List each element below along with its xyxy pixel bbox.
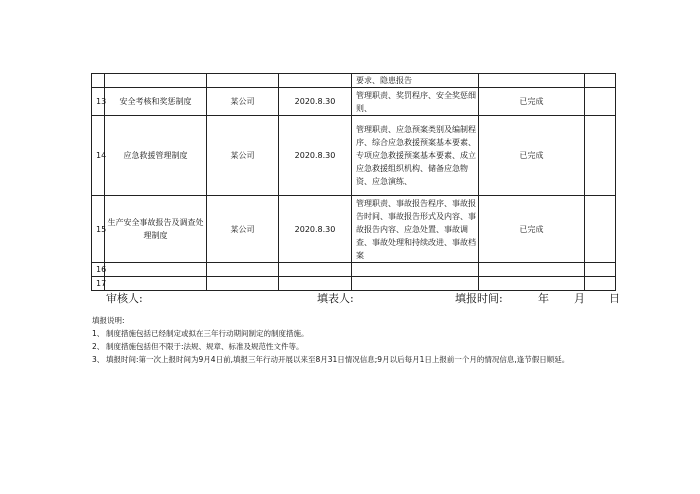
row-number: 13	[92, 88, 105, 116]
measure-content	[352, 277, 479, 291]
reviewer-label: 审核人:	[106, 292, 143, 305]
completion-date: 2020.8.30	[279, 116, 352, 196]
note-number: 2、	[92, 342, 105, 351]
completion-date	[279, 277, 352, 291]
status: 已完成	[479, 196, 585, 263]
row-number: 17	[92, 277, 105, 291]
table-row	[92, 263, 616, 277]
row-number: 16	[92, 263, 105, 277]
fill-time-label: 填报时间:	[455, 292, 503, 305]
status: 已完成	[479, 88, 585, 116]
table-row	[92, 88, 616, 116]
table-row	[92, 196, 616, 263]
note-text: 制度措施包括但不限于:法规、规章、标准及规范性文件等。	[106, 342, 304, 351]
filler-label: 填表人:	[317, 292, 354, 305]
note-item	[92, 353, 622, 366]
measure-name: 生产安全事故报告及调查处理制度	[105, 196, 207, 263]
remark	[585, 196, 616, 263]
note-text: 填报时间:第一次上报时间为9月4日前,填报三年行动开展以来至8月31日情况信息;9月以后每月1日上报前一个月的情况信息,逢节假日顺延。	[106, 355, 570, 364]
row-number	[92, 74, 105, 88]
measure-name: 应急救援管理制度	[105, 116, 207, 196]
responsible-unit: 某公司	[207, 88, 279, 116]
completion-date	[279, 263, 352, 277]
row-number: 15	[92, 196, 105, 263]
table-row	[92, 74, 616, 88]
row-number: 14	[92, 116, 105, 196]
status: 已完成	[479, 116, 585, 196]
responsible-unit: 某公司	[207, 116, 279, 196]
measure-content	[352, 263, 479, 277]
remark	[585, 88, 616, 116]
remark	[585, 74, 616, 88]
note-number: 3、	[92, 355, 105, 364]
remark	[585, 277, 616, 291]
remark	[585, 116, 616, 196]
completion-date: 2020.8.30	[279, 196, 352, 263]
status	[479, 263, 585, 277]
status	[479, 74, 585, 88]
note-item	[92, 327, 622, 340]
table-row	[92, 116, 616, 196]
measure-name: 安全考核和奖惩制度	[105, 88, 207, 116]
month-label: 月	[574, 292, 585, 305]
measure-content: 管理职责、应急预案类别及编制程序、综合应急救援预案基本要素、专项应急救援预案基本要素、成立应急救援组织机构、储备应急物资、应急演练、	[352, 116, 479, 196]
responsible-unit: 某公司	[207, 196, 279, 263]
responsible-unit	[207, 74, 279, 88]
measures-table	[91, 73, 616, 291]
table-row	[92, 277, 616, 291]
notes-title: 填报说明:	[92, 316, 125, 325]
status	[479, 277, 585, 291]
completion-date: 2020.8.30	[279, 88, 352, 116]
year-label: 年	[538, 292, 549, 305]
day-label: 日	[609, 292, 620, 305]
note-text: 制度措施包括已经制定或拟在三年行动期间制定的制度措施。	[106, 329, 309, 338]
measure-name	[105, 277, 207, 291]
measure-content: 管理职责、事故报告程序、事故报告时间、事故报告形式及内容、事故报告内容、应急处置、事故调查、事故处理和持续改进、事故档案	[352, 196, 479, 263]
measure-name	[105, 263, 207, 277]
fill-instructions	[92, 314, 622, 366]
note-item	[92, 340, 622, 353]
measure-content: 管理职责、奖罚程序、安全奖惩细则、	[352, 88, 479, 116]
measure-name	[105, 74, 207, 88]
measure-content: 要求、隐患报告	[352, 74, 479, 88]
completion-date	[279, 74, 352, 88]
responsible-unit	[207, 263, 279, 277]
remark	[585, 263, 616, 277]
responsible-unit	[207, 277, 279, 291]
signature-row	[0, 290, 700, 306]
note-number: 1、	[92, 329, 105, 338]
